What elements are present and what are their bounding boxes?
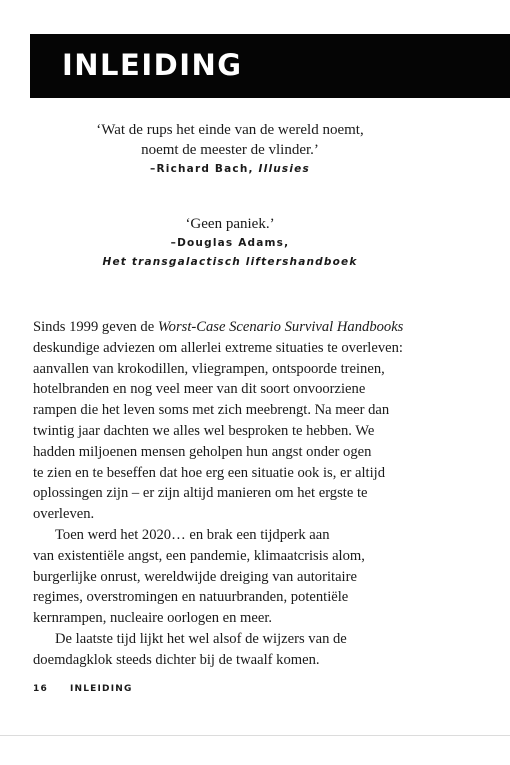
paragraph-1-line: deskundige adviezen om allerlei extreme situaties te overleven: [33,339,403,356]
book-series-title: Worst-Case Scenario Survival Handbooks [157,319,404,335]
body-text [33,317,473,671]
epigraph-attribution-work-title [80,253,380,272]
page-number: 16 [33,684,48,694]
paragraph-2-line: Toen werd het 2020… en brak een tijdperk aan [55,526,330,543]
epigraph-attribution-author: –Douglas Adams, [170,237,290,249]
paragraph-1-line: hadden miljoenen mensen geholpen hun angst onder ogen [33,443,372,460]
paragraph-2-line: regimes, overstromingen en natuurbranden, potentiële [33,589,349,606]
chapter-header-bar [30,34,510,98]
attribution-work-title: Illusies [258,163,310,175]
paragraph-3-line: doemdagklok steeds dichter bij de twaalf komen. [33,651,320,668]
paragraph-2-line: kernrampen, nucleaire oorlogen en meer. [33,610,273,627]
running-head: INLEIDING [69,684,133,694]
paragraph-1-line: hotelbranden en nog veel meer van dit soort onvoorziene [33,381,366,398]
epigraph-quote-line: ‘Geen paniek.’ [185,216,275,232]
paragraph-2-line: van existentiële angst, een pandemie, klimaatcrisis alom, [33,547,365,564]
attribution-author: –Richard Bach, [150,163,259,175]
body-text-run: Sinds 1999 geven de [33,319,158,335]
paragraph-1-line: aanvallen van krokodillen, vliegrampen, ontspoorde treinen, [33,360,385,377]
page-bottom-divider [0,735,510,736]
paragraph-3-line: De laatste tijd lijkt het wel alsof de wijzers van de [55,630,347,647]
epigraph-quote-line: ‘Wat de rups het einde van de wereld noemt, [96,122,364,138]
chapter-title: INLEIDING [62,48,243,82]
epigraph-attribution [80,160,380,179]
paragraph-1-line: rampen die het leven soms met zich meebrengt. Na meer dan [33,402,390,419]
paragraph-1-line: twintig jaar dachten we alles wel besproken te hebben. We [33,422,375,439]
paragraph-1-line: te zien en te beseffen dat hoe erg een situatie ook is, er altijd [33,464,386,481]
paragraph-1-line: oplossingen zijn – er zijn altijd manieren om het ergste te [33,485,368,502]
page-footer [33,683,133,695]
epigraph-quote-line: noemt de meester de vlinder.’ [141,142,319,158]
paragraph-1-line: overleven. [33,506,95,523]
epigraph-bach [80,120,380,179]
attribution-work-title: Het transgalactisch liftershandboek [102,256,358,268]
epigraph-adams [80,214,380,272]
paragraph-1-line [33,317,473,338]
paragraph-2-line: burgerlijke onrust, wereldwijde dreiging van autoritaire [33,568,357,585]
